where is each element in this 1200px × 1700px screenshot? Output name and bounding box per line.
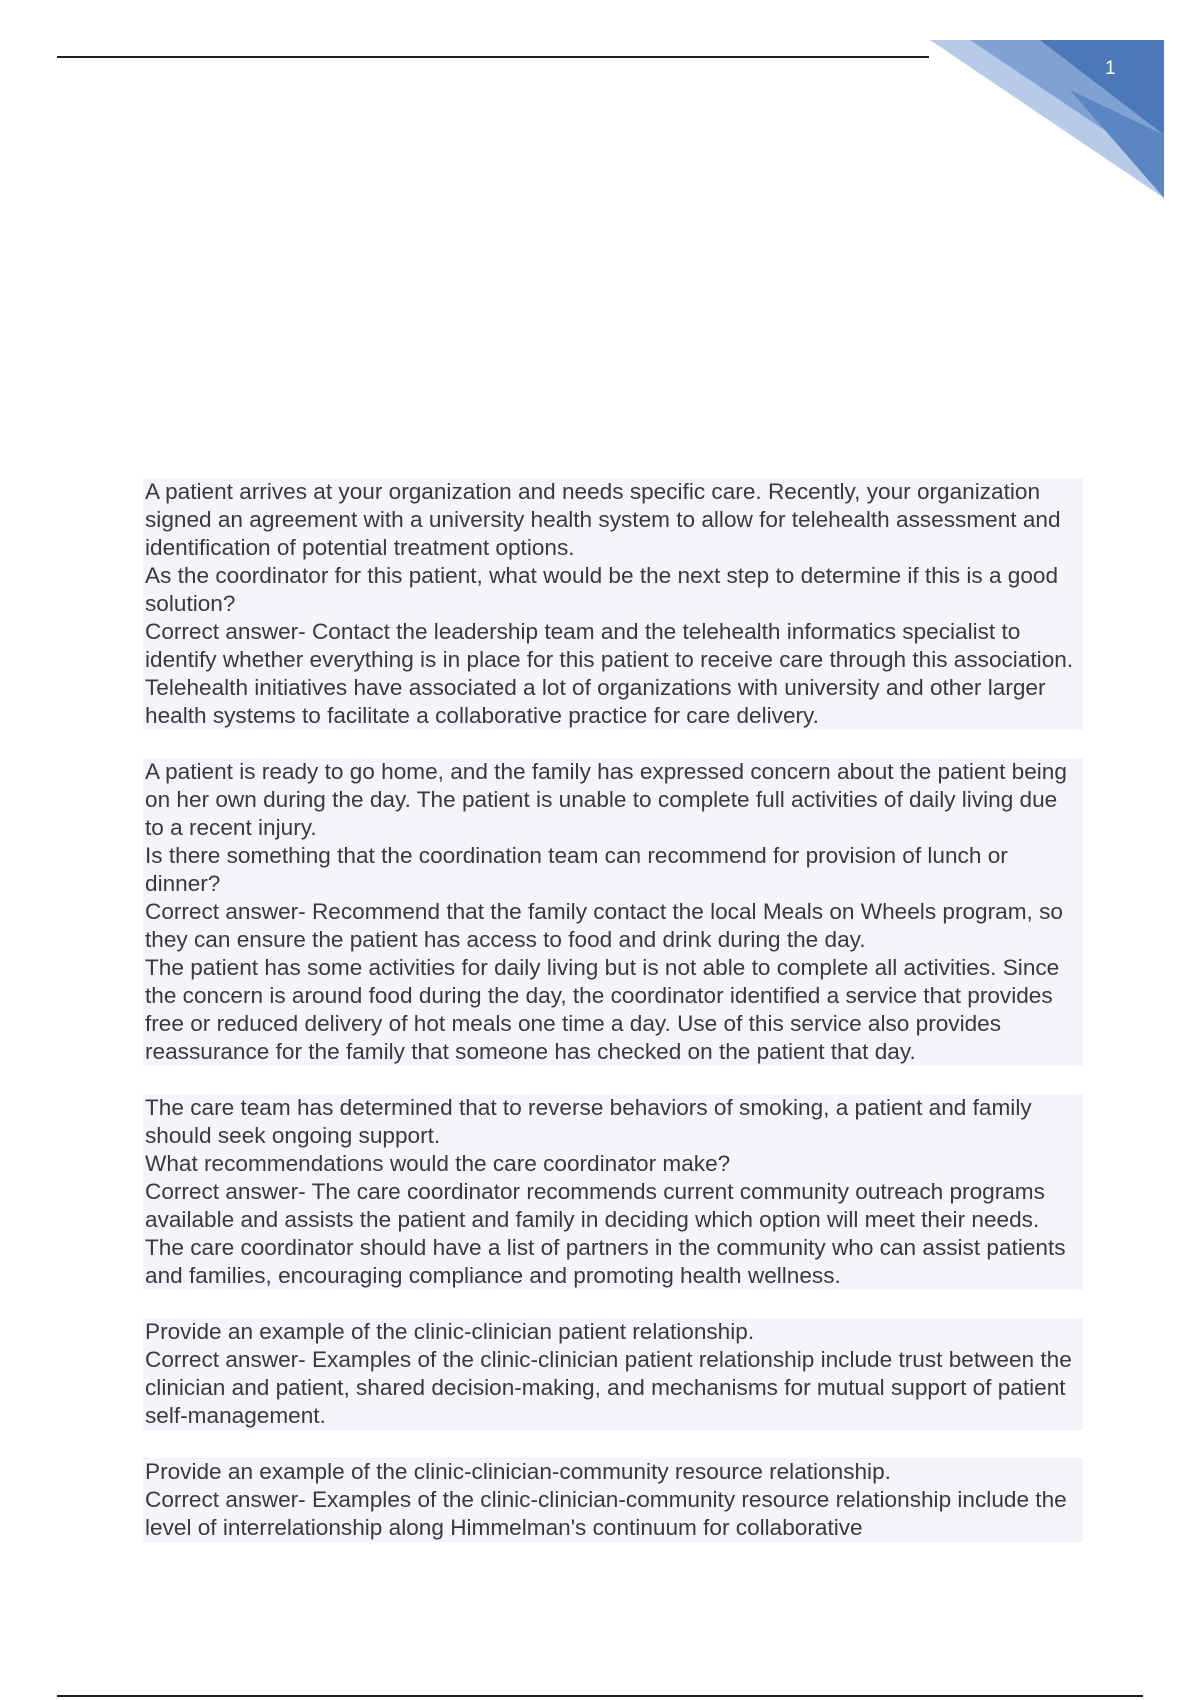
answer-text: Correct answer- Examples of the clinic-clinician-community resource relationship include the level of interrelationship along Himmelman's continuum for collaborative: [143, 1486, 1083, 1542]
answer-text: Correct answer- Contact the leadership team and the telehealth informatics specialist to identify whether everything is in place for this patient to receive care through this association.: [143, 618, 1083, 674]
footer-rule: [57, 1695, 1143, 1697]
question-text: The care team has determined that to reverse behaviors of smoking, a patient and family should seek ongoing support.: [143, 1094, 1083, 1150]
answer-text: Correct answer- The care coordinator recommends current community outreach programs available and assists the patient and family in deciding which option will meet their needs.: [143, 1178, 1083, 1234]
question-prompt: What recommendations would the care coordinator make?: [143, 1150, 1083, 1178]
question-prompt: As the coordinator for this patient, what would be the next step to determine if this is a good solution?: [143, 562, 1083, 618]
qa-item: [143, 478, 1083, 730]
qa-item: [143, 1094, 1083, 1290]
qa-content: [143, 478, 1083, 1570]
question-prompt: Is there something that the coordination team can recommend for provision of lunch or dinner?: [143, 842, 1083, 898]
page-number: 1: [1105, 58, 1116, 79]
qa-item: [143, 758, 1083, 1066]
explanation-text: The care coordinator should have a list of partners in the community who can assist patients and families, encouraging compliance and promoting health wellness.: [143, 1234, 1083, 1290]
answer-text: Correct answer- Examples of the clinic-clinician patient relationship include trust between the clinician and patient, shared decision-making, and mechanisms for mutual support of patient self-management.: [143, 1346, 1083, 1430]
question-text: A patient arrives at your organization and needs specific care. Recently, your organization signed an agreement with a university health system to allow for telehealth assessment and identification of potential treatment options.: [143, 478, 1083, 562]
answer-text: Correct answer- Recommend that the family contact the local Meals on Wheels program, so they can ensure the patient has access to food and drink during the day.: [143, 898, 1083, 954]
qa-item: [143, 1318, 1083, 1430]
explanation-text: The patient has some activities for daily living but is not able to complete all activities. Since the concern is around food during the day, the coordinator identified a service that provides free or reduced delivery of hot meals one time a day. Use of this service also provides reassurance for the family that someone has checked on the patient that day.: [143, 954, 1083, 1066]
question-text: Provide an example of the clinic-clinician patient relationship.: [143, 1318, 1083, 1346]
header-rule: [57, 56, 929, 58]
corner-decoration: [930, 40, 1164, 198]
qa-item: [143, 1458, 1083, 1542]
explanation-text: Telehealth initiatives have associated a lot of organizations with university and other larger health systems to facilitate a collaborative practice for care delivery.: [143, 674, 1083, 730]
question-text: Provide an example of the clinic-clinician-community resource relationship.: [143, 1458, 1083, 1486]
question-text: A patient is ready to go home, and the family has expressed concern about the patient being on her own during the day. The patient is unable to complete full activities of daily living due to a recent injury.: [143, 758, 1083, 842]
